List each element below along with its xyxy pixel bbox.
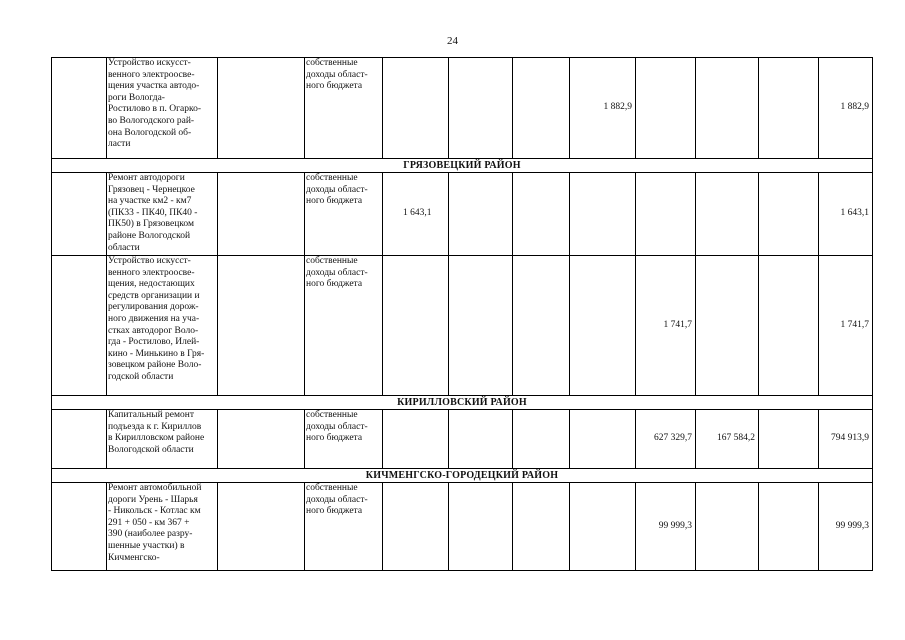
funding-source: собственные доходы област- ного бюджета xyxy=(305,410,383,469)
responsible-cell xyxy=(218,483,305,571)
value-2016: 1 882,9 xyxy=(570,58,636,159)
section-row xyxy=(52,396,873,410)
value-2019 xyxy=(759,410,819,469)
table-row xyxy=(52,410,873,469)
value-2015 xyxy=(513,58,570,159)
measure-name: Устройство искусст- венного электроосве- щения, недостающих средств организации и регулирования дорож- ного движения на уча- стках автодорог Воло- гда - Ростилово, Илей- кино - Минькино в Гря- зовецком районе Воло- годской области xyxy=(107,256,218,396)
value-2018: 167 584,2 xyxy=(696,410,759,469)
section-row xyxy=(52,469,873,483)
funding-source: собственные доходы област- ного бюджета xyxy=(305,256,383,396)
funding-source: собственные доходы област- ного бюджета xyxy=(305,483,383,571)
value-2014 xyxy=(449,410,513,469)
value-2017: 99 999,3 xyxy=(636,483,696,571)
responsible-cell xyxy=(218,173,305,256)
table-row xyxy=(52,256,873,396)
row-index-cell xyxy=(52,483,107,571)
row-index-cell xyxy=(52,58,107,159)
value-2018 xyxy=(696,256,759,396)
budget-table xyxy=(51,57,873,571)
value-2013: 1 643,1 xyxy=(383,173,449,256)
value-total: 794 913,9 xyxy=(819,410,873,469)
value-total: 1 741,7 xyxy=(819,256,873,396)
value-2014 xyxy=(449,483,513,571)
value-2013 xyxy=(383,58,449,159)
value-2013 xyxy=(383,256,449,396)
value-2016 xyxy=(570,410,636,469)
responsible-cell xyxy=(218,410,305,469)
measure-name: Ремонт автомобильной дороги Урень - Шарья - Никольск - Котлас км 291 + 050 - км 367 + 390 (наиболее разру- шенные участки) в Кичменгско- xyxy=(107,483,218,571)
value-2019 xyxy=(759,58,819,159)
value-2015 xyxy=(513,256,570,396)
value-2013 xyxy=(383,483,449,571)
section-row xyxy=(52,159,873,173)
measure-name: Ремонт автодороги Грязовец - Чернецкое на участке км2 - км7 (ПК33 - ПК40, ПК40 - ПК50) в Грязовецком районе Вологодской области xyxy=(107,173,218,256)
table-row xyxy=(52,483,873,571)
value-2016 xyxy=(570,173,636,256)
value-2015 xyxy=(513,173,570,256)
value-total: 1 643,1 xyxy=(819,173,873,256)
value-2017: 627 329,7 xyxy=(636,410,696,469)
section-title: КИЧМЕНГСКО-ГОРОДЕЦКИЙ РАЙОН xyxy=(52,469,873,483)
responsible-cell xyxy=(218,256,305,396)
row-index-cell xyxy=(52,256,107,396)
row-index-cell xyxy=(52,410,107,469)
value-2019 xyxy=(759,483,819,571)
value-2013 xyxy=(383,410,449,469)
value-2015 xyxy=(513,410,570,469)
value-2016 xyxy=(570,483,636,571)
measure-name: Капитальный ремонт подъезда к г. Кириллов в Кирилловском районе Вологодской области xyxy=(107,410,218,469)
value-2017: 1 741,7 xyxy=(636,256,696,396)
value-2019 xyxy=(759,173,819,256)
value-2018 xyxy=(696,173,759,256)
table-row xyxy=(52,58,873,159)
value-2014 xyxy=(449,58,513,159)
value-2015 xyxy=(513,483,570,571)
value-2017 xyxy=(636,173,696,256)
funding-source: собственные доходы област- ного бюджета xyxy=(305,58,383,159)
value-total: 99 999,3 xyxy=(819,483,873,571)
value-2016 xyxy=(570,256,636,396)
table-row xyxy=(52,173,873,256)
row-index-cell xyxy=(52,173,107,256)
value-2014 xyxy=(449,173,513,256)
page-number: 24 xyxy=(447,35,458,47)
value-2014 xyxy=(449,256,513,396)
value-2018 xyxy=(696,58,759,159)
responsible-cell xyxy=(218,58,305,159)
section-title: ГРЯЗОВЕЦКИЙ РАЙОН xyxy=(52,159,873,173)
value-2017 xyxy=(636,58,696,159)
funding-source: собственные доходы област- ного бюджета xyxy=(305,173,383,256)
value-total: 1 882,9 xyxy=(819,58,873,159)
measure-name: Устройство искусст- венного электроосве- щения участка автодо- роги Вологда- Ростилово в п. Огарко- во Вологодского рай- она Вологодской об- ласти xyxy=(107,58,218,159)
section-title: КИРИЛЛОВСКИЙ РАЙОН xyxy=(52,396,873,410)
value-2019 xyxy=(759,256,819,396)
value-2018 xyxy=(696,483,759,571)
